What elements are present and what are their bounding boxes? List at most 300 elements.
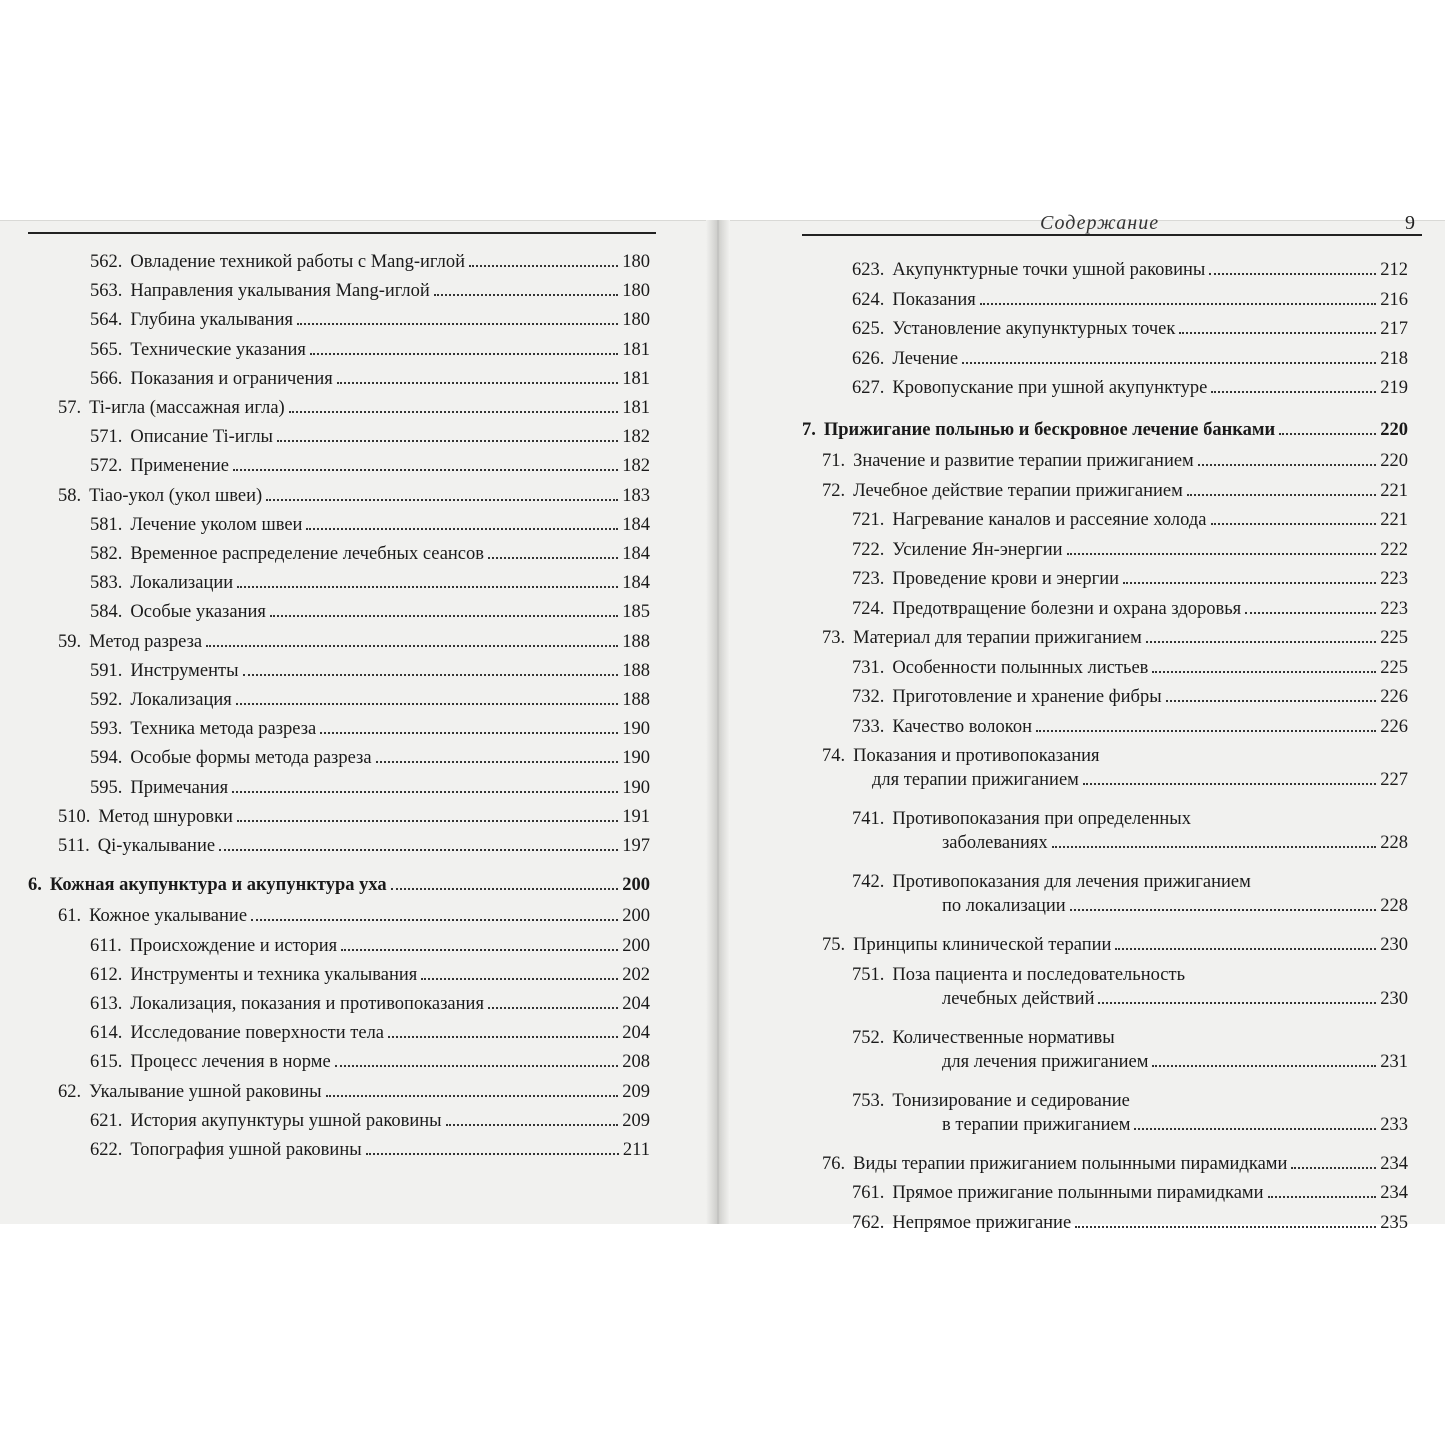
toc-entry-number: 612. <box>90 964 123 985</box>
toc-entry <box>58 834 650 858</box>
toc-entry-page: 220 <box>1380 451 1408 471</box>
toc-entry-title: Установление акупунктурных точек <box>892 319 1176 339</box>
toc-entry-number: 622. <box>90 1140 123 1160</box>
toc-entry-page: 235 <box>1380 1212 1408 1233</box>
toc-entry-page: 228 <box>1380 896 1408 916</box>
toc-entry <box>822 744 1408 794</box>
toc-entry-title: Противопоказания при определенных <box>892 809 1191 829</box>
toc-entry <box>90 1138 650 1162</box>
toc-entry-number: 595. <box>90 777 123 798</box>
toc-entry <box>90 992 650 1016</box>
toc-entry-title-continued: лечебных действий <box>942 988 1095 1009</box>
toc-entry-page: 222 <box>1380 539 1408 560</box>
toc-leader-dots <box>251 919 618 921</box>
toc-entry-number: 614. <box>90 1023 123 1044</box>
toc-leader-dots <box>232 791 618 793</box>
toc-entry <box>90 688 650 712</box>
toc-leader-dots <box>1209 273 1376 275</box>
toc-entry-number: 723. <box>852 569 885 589</box>
toc-entry-number: 761. <box>852 1183 885 1203</box>
toc-entry-title-continued: в терапии прижиганием <box>942 1114 1131 1135</box>
toc-leader-dots <box>1166 700 1377 702</box>
toc-entry-title: Нагревание каналов и рассеяние холода <box>892 510 1207 530</box>
toc-entry-page: 188 <box>622 631 650 652</box>
toc-entry-title: Инструменты и техника укалывания <box>130 964 418 985</box>
toc-entry-page: 180 <box>622 281 650 302</box>
toc-entry-page: 230 <box>1380 935 1408 955</box>
toc-leader-dots <box>1115 948 1376 950</box>
toc-entry <box>90 571 650 595</box>
toc-entry <box>58 1080 650 1104</box>
toc-entry <box>852 347 1408 371</box>
toc-entry-title: Примечания <box>130 777 229 798</box>
toc-entry-title: Непрямое прижигание <box>892 1212 1072 1233</box>
toc-leader-dots <box>1279 433 1376 435</box>
toc-leader-dots <box>1152 671 1376 673</box>
toc-leader-dots <box>206 645 618 647</box>
toc-entry-title: Локализации <box>130 573 234 594</box>
toc-entry-title: Прижигание полынью и бескровное лечение банками <box>823 419 1276 440</box>
toc-entry-page: 180 <box>622 252 650 272</box>
toc-entry-title: Метод разреза <box>89 631 203 652</box>
toc-entry <box>852 656 1408 680</box>
toc-leader-dots <box>376 761 619 763</box>
toc-leader-dots <box>1075 1226 1376 1228</box>
toc-entry <box>90 513 650 537</box>
toc-entry-title: Акупунктурные точки ушной раковины <box>892 260 1206 280</box>
toc-entry <box>852 538 1408 562</box>
toc-leader-dots <box>1070 909 1377 911</box>
toc-entry-number: 62. <box>58 1081 82 1102</box>
toc-entry <box>822 1152 1408 1176</box>
toc-entry <box>90 659 650 683</box>
toc-entry-number: 57. <box>58 398 82 418</box>
toc-entry-number: 572. <box>90 456 123 477</box>
toc-entry <box>90 425 650 449</box>
toc-leader-dots <box>1036 730 1376 732</box>
toc-leader-dots <box>341 949 618 951</box>
toc-entry-title: Проведение крови и энергии <box>892 569 1120 589</box>
left-toc-list <box>0 220 706 1224</box>
toc-entry-page: 212 <box>1380 260 1408 280</box>
toc-leader-dots <box>1198 464 1376 466</box>
toc-leader-dots <box>1291 1167 1376 1169</box>
toc-entry-page: 217 <box>1380 319 1408 339</box>
toc-entry-page: 204 <box>622 994 650 1014</box>
right-page <box>730 212 1445 1233</box>
toc-entry-title: Tiao-укол (укол швеи) <box>89 485 263 506</box>
toc-entry <box>852 1181 1408 1205</box>
toc-entry <box>58 805 650 829</box>
toc-leader-dots <box>297 323 618 325</box>
toc-entry-page: 202 <box>622 964 650 985</box>
toc-entry-number: 742. <box>852 872 885 892</box>
left-page <box>0 220 706 1224</box>
toc-entry-page: 225 <box>1380 657 1408 678</box>
toc-entry-page: 204 <box>622 1023 650 1044</box>
toc-entry-title: Лечение уколом швеи <box>130 514 303 535</box>
toc-entry-title: Метод шнуровки <box>98 806 233 827</box>
toc-entry-page: 219 <box>1380 378 1408 398</box>
toc-entry-page: 234 <box>1380 1183 1408 1203</box>
toc-entry-line2 <box>852 831 1408 855</box>
toc-entry-title: Показания и противопоказания <box>853 746 1100 766</box>
toc-leader-dots <box>488 1007 618 1009</box>
toc-entry-number: 7. <box>802 419 816 440</box>
toc-entry <box>802 418 1408 442</box>
toc-entry-number: 623. <box>852 260 885 280</box>
toc-entry-number: 61. <box>58 906 82 927</box>
toc-entry <box>90 600 650 624</box>
toc-entry-number: 741. <box>852 809 885 829</box>
toc-entry <box>90 1050 650 1074</box>
toc-entry-page: 181 <box>622 398 650 418</box>
toc-entry-title: Овладение техникой работы с Mang-иглой <box>130 252 465 272</box>
toc-leader-dots <box>266 499 618 501</box>
toc-leader-dots <box>366 1153 619 1155</box>
toc-entry <box>90 279 650 303</box>
toc-leader-dots <box>388 1036 618 1038</box>
toc-entry-title: Глубина укалывания <box>130 310 293 331</box>
toc-entry-page: 226 <box>1380 687 1408 707</box>
toc-entry-number: 571. <box>90 427 123 448</box>
toc-leader-dots <box>1134 1128 1376 1130</box>
toc-entry <box>852 317 1408 341</box>
toc-entry-number: 591. <box>90 660 123 681</box>
toc-leader-dots <box>434 294 618 296</box>
toc-entry-title-continued: по локализации <box>942 896 1066 916</box>
toc-entry-number: 613. <box>90 994 123 1014</box>
toc-entry-page: 181 <box>622 339 650 360</box>
toc-entry-title: Кожная акупунктура и акупунктура уха <box>49 875 387 896</box>
toc-entry <box>852 508 1408 532</box>
toc-entry-page: 188 <box>622 660 650 681</box>
toc-leader-dots <box>1211 391 1376 393</box>
toc-leader-dots <box>446 1124 619 1126</box>
toc-entry-title: Временное распределение лечебных сеансов <box>130 544 484 564</box>
toc-entry-page: 180 <box>622 310 650 331</box>
toc-entry-number: 582. <box>90 544 123 564</box>
toc-entry-page: 208 <box>622 1052 650 1073</box>
toc-entry <box>90 250 650 274</box>
right-toc-list <box>730 220 1445 1233</box>
toc-entry-line2 <box>852 894 1408 918</box>
toc-entry-page: 218 <box>1380 348 1408 369</box>
toc-entry-number: 732. <box>852 687 885 707</box>
toc-entry-title: Происхождение и история <box>129 935 338 956</box>
running-title: Содержание <box>1040 212 1160 234</box>
toc-entry-number: 625. <box>852 319 885 339</box>
toc-entry-title: Особые формы метода разреза <box>130 748 372 769</box>
toc-entry-title: Qi-укалывание <box>97 836 216 856</box>
toc-entry <box>90 1021 650 1045</box>
toc-entry <box>58 630 650 654</box>
toc-entry-number: 72. <box>822 480 846 501</box>
toc-entry-number: 751. <box>852 964 885 985</box>
toc-entry <box>852 1026 1408 1076</box>
toc-entry-page: 209 <box>622 1110 650 1131</box>
toc-entry-page: 191 <box>622 806 650 827</box>
toc-entry-title: Противопоказания для лечения прижиганием <box>892 872 1251 892</box>
toc-entry-number: 584. <box>90 602 123 623</box>
toc-entry-page: 221 <box>1380 510 1408 530</box>
toc-leader-dots <box>962 362 1376 364</box>
toc-entry-line1 <box>852 963 1408 987</box>
toc-entry <box>58 396 650 420</box>
toc-entry-line2 <box>852 1050 1408 1074</box>
toc-leader-dots <box>277 440 618 442</box>
toc-entry <box>852 597 1408 621</box>
toc-entry-number: 593. <box>90 719 123 740</box>
toc-leader-dots <box>233 469 618 471</box>
toc-entry <box>852 807 1408 857</box>
toc-entry-page: 184 <box>622 544 650 564</box>
toc-entry-page: 225 <box>1380 628 1408 648</box>
toc-entry-line2 <box>822 768 1408 792</box>
toc-entry-title: Поза пациента и последовательность <box>892 964 1186 985</box>
toc-entry-page: 183 <box>622 485 650 506</box>
toc-entry <box>822 933 1408 957</box>
toc-leader-dots <box>469 265 618 267</box>
toc-entry-page: 190 <box>622 748 650 769</box>
toc-entry-line1 <box>822 744 1408 768</box>
toc-leader-dots <box>306 528 618 530</box>
toc-entry-page: 182 <box>622 456 650 477</box>
toc-entry-page: 223 <box>1380 598 1408 619</box>
book-spread <box>0 212 1445 1233</box>
toc-entry-page: 184 <box>622 514 650 535</box>
toc-entry-number: 627. <box>852 378 885 398</box>
toc-entry-title: Прямое прижигание полынными пирамидками <box>892 1183 1264 1203</box>
toc-entry-title: Технические указания <box>130 339 306 360</box>
toc-entry-number: 731. <box>852 657 885 678</box>
toc-entry-line1 <box>852 1089 1408 1113</box>
toc-entry-page: 220 <box>1380 419 1408 440</box>
toc-entry-number: 762. <box>852 1212 885 1233</box>
toc-entry-title: Описание Ti-иглы <box>130 427 273 448</box>
toc-entry <box>90 338 650 362</box>
toc-entry <box>90 934 650 958</box>
toc-entry-number: 615. <box>90 1052 123 1073</box>
toc-entry-title: Приготовление и хранение фибры <box>892 687 1162 707</box>
toc-entry-page: 209 <box>622 1081 650 1102</box>
toc-entry-number: 722. <box>852 539 885 560</box>
toc-entry-number: 624. <box>852 289 885 310</box>
toc-entry-title: Количественные нормативы <box>892 1027 1115 1048</box>
toc-entry-number: 626. <box>852 348 885 369</box>
toc-entry-number: 752. <box>852 1027 885 1048</box>
toc-entry-page: 184 <box>622 573 650 594</box>
toc-entry-title: Направления укалывания Mang-иглой <box>130 281 430 302</box>
toc-entry-title: Значение и развитие терапии прижиганием <box>853 451 1194 471</box>
toc-entry <box>852 1211 1408 1235</box>
toc-entry-title: Предотвращение болезни и охрана здоровья <box>892 598 1242 619</box>
toc-leader-dots <box>243 674 619 676</box>
toc-entry-page: 188 <box>622 690 650 710</box>
toc-entry <box>90 963 650 987</box>
toc-entry-page: 200 <box>622 906 650 927</box>
toc-entry-title: Тонизирование и седирование <box>892 1090 1130 1111</box>
toc-entry-number: 58. <box>58 485 82 506</box>
toc-entry-title: Лечение <box>892 348 959 369</box>
toc-entry-title: Особые указания <box>130 602 266 623</box>
toc-leader-dots <box>270 615 618 617</box>
toc-entry-title: Техника метода разреза <box>130 719 317 740</box>
toc-leader-dots <box>1146 641 1376 643</box>
toc-leader-dots <box>391 888 619 890</box>
toc-leader-dots <box>1067 553 1377 555</box>
toc-leader-dots <box>335 1065 619 1067</box>
toc-entry <box>28 873 650 897</box>
toc-entry-page: 216 <box>1380 289 1408 310</box>
toc-entry-number: 724. <box>852 598 885 619</box>
page-number: 9 <box>1405 212 1415 234</box>
toc-entry <box>90 454 650 478</box>
toc-entry-title: Особенности полынных листьев <box>892 657 1149 678</box>
toc-entry-number: 76. <box>822 1153 846 1174</box>
toc-entry <box>852 288 1408 312</box>
toc-entry-number: 59. <box>58 631 82 652</box>
toc-entry-title: Кровопускание при ушной акупунктуре <box>892 378 1208 398</box>
toc-leader-dots <box>326 1095 619 1097</box>
toc-entry <box>852 567 1408 591</box>
toc-entry <box>90 308 650 332</box>
toc-entry-number: 562. <box>90 252 123 272</box>
toc-entry-page: 231 <box>1380 1051 1408 1072</box>
toc-leader-dots <box>488 557 618 559</box>
toc-entry-number: 721. <box>852 510 885 530</box>
toc-entry-page: 223 <box>1380 569 1408 589</box>
toc-entry-number: 733. <box>852 716 885 737</box>
toc-entry-title: Исследование поверхности тела <box>130 1023 385 1044</box>
toc-entry-title: Принципы клинической терапии <box>853 935 1112 955</box>
toc-entry-page: 234 <box>1380 1153 1408 1174</box>
toc-entry-title: История акупунктуры ушной раковины <box>130 1110 442 1131</box>
toc-entry-number: 6. <box>28 875 42 896</box>
toc-entry-title: Качество волокон <box>892 716 1032 737</box>
toc-entry-number: 74. <box>822 746 846 766</box>
toc-leader-dots <box>1179 332 1376 334</box>
toc-leader-dots <box>236 703 618 705</box>
toc-entry-number: 621. <box>90 1110 123 1131</box>
toc-leader-dots <box>1098 1002 1376 1004</box>
toc-leader-dots <box>310 353 618 355</box>
toc-entry-page: 185 <box>622 602 650 623</box>
toc-leader-dots <box>289 411 619 413</box>
toc-entry-page: 228 <box>1380 833 1408 853</box>
toc-entry-title: Локализация, показания и противопоказания <box>130 994 484 1014</box>
toc-entry-title-continued: заболеваниях <box>942 833 1048 853</box>
book-gutter <box>706 220 730 1224</box>
toc-entry-title: Материал для терапии прижиганием <box>853 628 1142 648</box>
toc-entry-title-continued: для лечения прижиганием <box>942 1051 1149 1072</box>
toc-entry-line1 <box>852 870 1408 894</box>
toc-entry-number: 592. <box>90 690 123 710</box>
toc-entry-page: 197 <box>622 836 650 856</box>
toc-leader-dots <box>421 978 618 980</box>
toc-leader-dots <box>1187 494 1376 496</box>
toc-entry-page: 182 <box>622 427 650 448</box>
toc-entry-number: 563. <box>90 281 123 302</box>
toc-entry-line2 <box>852 1113 1408 1137</box>
toc-entry-page: 181 <box>622 368 650 389</box>
toc-leader-dots <box>980 303 1377 305</box>
toc-entry-number: 71. <box>822 451 846 471</box>
toc-entry-title: Лечебное действие терапии прижиганием <box>853 480 1183 501</box>
toc-entry-title: Топография ушной раковины <box>130 1140 362 1160</box>
toc-entry-number: 753. <box>852 1090 885 1111</box>
toc-entry-title: Показания и ограничения <box>130 368 333 389</box>
toc-leader-dots <box>320 732 618 734</box>
toc-entry <box>852 258 1408 282</box>
toc-entry-page: 233 <box>1380 1114 1408 1135</box>
toc-entry <box>822 479 1408 503</box>
toc-entry-title: Применение <box>130 456 229 477</box>
toc-entry <box>852 715 1408 739</box>
toc-entry-number: 594. <box>90 748 123 769</box>
toc-entry-title: Кожное укалывание <box>89 906 248 927</box>
toc-entry <box>90 717 650 741</box>
toc-entry-number: 75. <box>822 935 846 955</box>
toc-entry <box>90 746 650 770</box>
toc-entry <box>58 484 650 508</box>
toc-entry <box>852 870 1408 920</box>
toc-entry <box>852 963 1408 1013</box>
toc-entry-number: 564. <box>90 310 123 331</box>
toc-leader-dots <box>1245 612 1376 614</box>
toc-entry-page: 221 <box>1380 480 1408 501</box>
toc-entry <box>852 1089 1408 1139</box>
toc-leader-dots <box>337 382 618 384</box>
toc-leader-dots <box>1268 1196 1377 1198</box>
toc-entry-number: 566. <box>90 368 123 389</box>
toc-entry <box>90 542 650 566</box>
toc-entry-page: 227 <box>1380 770 1408 790</box>
toc-entry-page: 211 <box>622 1140 650 1160</box>
toc-entry-page: 200 <box>622 875 650 896</box>
toc-entry <box>852 376 1408 400</box>
toc-entry-page: 200 <box>622 935 650 956</box>
toc-entry <box>822 449 1408 473</box>
toc-entry <box>90 367 650 391</box>
toc-entry-number: 565. <box>90 339 123 360</box>
toc-entry <box>822 626 1408 650</box>
toc-entry-title: Инструменты <box>130 660 239 681</box>
toc-leader-dots <box>1211 523 1377 525</box>
toc-entry <box>852 685 1408 709</box>
toc-leader-dots <box>1083 783 1376 785</box>
toc-leader-dots <box>1052 846 1377 848</box>
toc-leader-dots <box>219 849 618 851</box>
toc-entry-number: 510. <box>58 806 91 827</box>
toc-entry-title: Усиление Ян-энергии <box>892 539 1063 560</box>
toc-entry-line2 <box>852 987 1408 1011</box>
toc-entry-page: 190 <box>622 719 650 740</box>
toc-entry-title-continued: для терапии прижиганием <box>872 770 1079 790</box>
toc-entry-line1 <box>852 1026 1408 1050</box>
toc-entry-title: Показания <box>892 289 976 310</box>
toc-entry <box>90 1109 650 1133</box>
toc-entry-number: 611. <box>90 935 122 956</box>
toc-entry-title: Виды терапии прижиганием полынными пирамидками <box>853 1153 1288 1174</box>
toc-entry <box>90 776 650 800</box>
toc-entry-title: Локализация <box>130 690 232 710</box>
toc-entry-page: 226 <box>1380 716 1408 737</box>
toc-entry-title: Укалывание ушной раковины <box>89 1081 322 1102</box>
toc-entry-number: 581. <box>90 514 123 535</box>
toc-leader-dots <box>1152 1065 1376 1067</box>
toc-entry-number: 73. <box>822 628 846 648</box>
